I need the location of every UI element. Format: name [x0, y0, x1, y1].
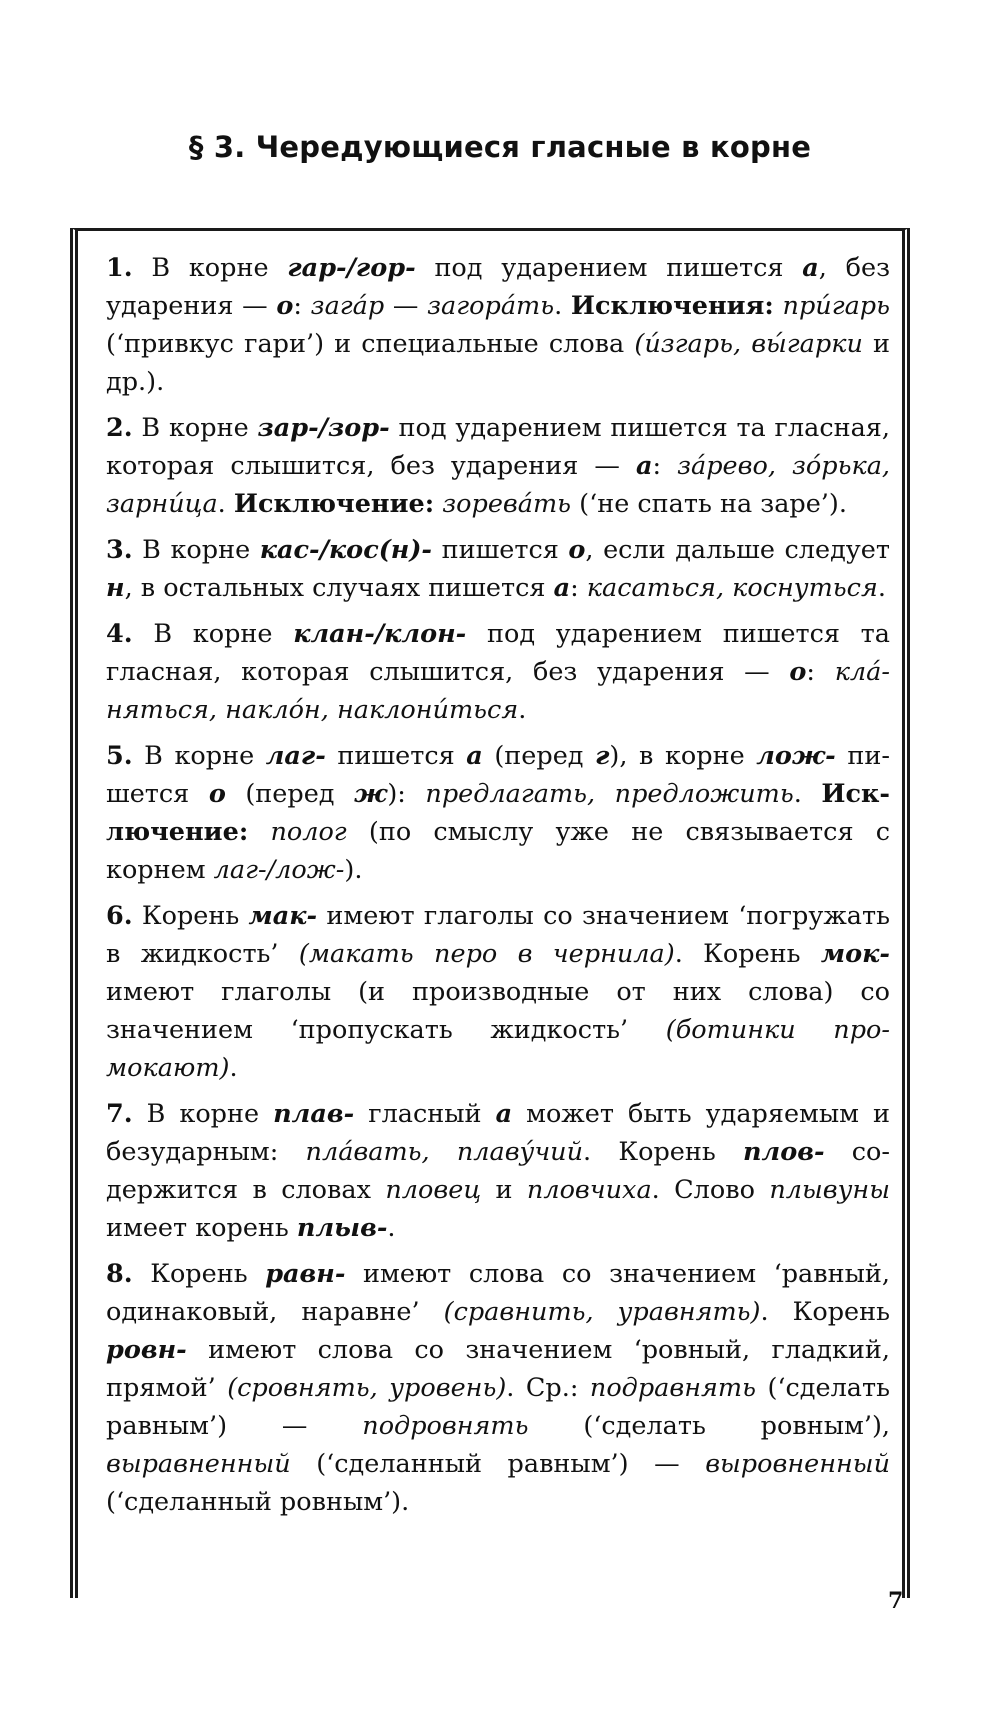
rule-text-segment: мок-: [820, 939, 891, 969]
rule-text-segment: пишется: [106, 741, 890, 809]
rule-text-segment: содержится в словах: [106, 1137, 891, 1205]
rule-text-segment: а: [553, 573, 571, 603]
rule-text-segment: мак-: [248, 901, 318, 931]
rule-text-segment: .: [518, 695, 527, 725]
rule-text-segment: ж: [354, 779, 388, 809]
rule-text-segment: В корне: [132, 619, 294, 649]
rule-text-segment: Исключения:: [570, 291, 774, 321]
rule-text-segment: выравненный: [106, 1449, 291, 1479]
rule-text-segment: пловчиха: [526, 1175, 652, 1205]
rule-text-segment: .: [387, 1213, 396, 1243]
page-number: 7: [888, 1588, 904, 1614]
rule-text-segment: выровненный: [705, 1449, 890, 1479]
rule-3: [106, 531, 890, 607]
rule-5: [106, 737, 890, 889]
rule-text-segment: (‘сделать ровным’),: [528, 1411, 890, 1441]
rule-text-segment: о: [568, 535, 586, 565]
page-title: § 3. Чередующиеся гласные в корне: [188, 130, 812, 164]
rule-text-segment: , в остальных случаях пишется: [124, 573, 554, 603]
rule-text-segment: (‘привкус гари’) и специальные слова: [106, 329, 635, 359]
rule-text-segment: (и́згарь, вы́гарки: [634, 329, 863, 359]
rule-text-segment: .: [229, 1053, 238, 1083]
rule-text-segment: ровн-: [106, 1335, 187, 1365]
rule-text-segment: плов-: [742, 1137, 825, 1167]
rule-text-segment: .: [877, 573, 886, 603]
rule-text-segment: и: [481, 1175, 527, 1205]
rule-text-segment: (по смыслу уже не связывается с корнем: [106, 817, 890, 885]
rule-text-segment: (сровнять, уровень): [227, 1373, 507, 1403]
rule-2: [106, 409, 890, 523]
rule-text-segment: плав-: [273, 1099, 355, 1129]
rule-text-segment: под ударением пишется та гласная, которая слышится, без ударения —: [106, 413, 890, 481]
rule-text-segment: . Корень: [674, 939, 821, 969]
rule-text-segment: :: [806, 657, 835, 687]
rule-text-segment: н: [106, 573, 125, 603]
rule-text-segment: (‘сделать равным’) —: [106, 1373, 890, 1441]
rule-text-segment: Корень: [132, 1259, 266, 1289]
rule-text-segment: имеют слова со значением ‘ровный, гладкий, прямой’: [106, 1335, 890, 1403]
rule-text-segment: касаться, коснуться: [586, 573, 878, 603]
rule-text-segment: В корне: [132, 741, 266, 771]
rule-text-segment: пишется: [432, 535, 569, 565]
rule-text-segment: имеют глаголы (и производные от них слова) со значением ‘пропускать жидкость’: [106, 977, 890, 1045]
rule-text-segment: имеют слова со значением ‘равный, одинаковый, наравне’: [106, 1259, 891, 1327]
rule-text-segment: о: [789, 657, 807, 687]
rule-text-segment: плыв-: [296, 1213, 388, 1243]
rule-text-segment: 4.: [106, 619, 133, 649]
rule-text-segment: .: [554, 291, 571, 321]
rule-text-segment: а: [635, 451, 653, 481]
rule-text-segment: .: [217, 489, 234, 519]
rule-text-segment: гласный: [354, 1099, 496, 1129]
rule-text-segment: 8.: [106, 1259, 133, 1289]
rule-7: [106, 1095, 890, 1247]
rule-text-segment: 5.: [106, 741, 133, 771]
rule-text-segment: имеют глаголы со значением ‘погружать в жидкость’: [106, 901, 890, 969]
rule-text-segment: В корне: [132, 535, 260, 565]
rule-text-segment: полог: [270, 817, 347, 847]
rule-text-segment: за́рево, зо́рька, зарни́ца: [106, 451, 891, 519]
rule-text-segment: , без ударения —: [106, 253, 890, 321]
rule-text-segment: В корне: [132, 1099, 274, 1129]
rule-text-segment: о: [276, 291, 294, 321]
rule-text-segment: кас-/кос(н)-: [259, 535, 433, 565]
rule-text-segment: а: [802, 253, 819, 283]
rule-text-segment: гар-/гор-: [287, 253, 416, 283]
rules-box: [70, 228, 910, 1598]
rule-6: [106, 897, 890, 1087]
rule-text-segment: Исключение:: [233, 489, 435, 519]
rule-text-segment: .: [793, 779, 822, 809]
rule-text-segment: [774, 291, 783, 321]
rule-text-segment: . Корень: [760, 1297, 891, 1327]
rule-text-segment: может быть ударяемым и безударным:: [106, 1099, 891, 1167]
rule-text-segment: (перед: [225, 779, 355, 809]
rule-text-segment: . Корень: [583, 1137, 743, 1167]
rule-text-segment: подравнять: [589, 1373, 756, 1403]
rule-text-segment: зар-/зор-: [257, 413, 390, 443]
rule-text-segment: ):: [387, 779, 426, 809]
rule-text-segment: пла́вать, плаву́чий: [305, 1137, 584, 1167]
rule-8: [106, 1255, 890, 1521]
rule-text-segment: лаг-/лож-: [213, 855, 345, 885]
rule-text-segment: под ударением пишется та гласная, которая слышится, без ударения —: [106, 619, 890, 687]
rule-text-segment: пловец: [385, 1175, 482, 1205]
rule-text-segment: зорева́ть: [442, 489, 572, 519]
rule-text-segment: а: [466, 741, 483, 771]
rule-text-segment: (сравнить, уравнять): [443, 1297, 761, 1327]
rule-4: [106, 615, 890, 729]
rule-text-segment: загора́ть: [427, 291, 555, 321]
rule-text-segment: (перед: [482, 741, 596, 771]
rule-text-segment: (‘сделанный равным’) —: [290, 1449, 706, 1479]
rule-text-segment: кла́няться, накло́н, наклони́ться: [106, 657, 890, 725]
rule-text-segment: 2.: [106, 413, 133, 443]
rule-text-segment: равн-: [265, 1259, 346, 1289]
rule-text-segment: Корень: [132, 901, 249, 931]
rule-text-segment: 3.: [106, 535, 133, 565]
rule-text-segment: :: [293, 291, 311, 321]
rule-text-segment: (‘сделанный ровным’).: [106, 1487, 410, 1517]
rule-text-segment: под ударением пишется: [415, 253, 803, 283]
rule-text-segment: о: [208, 779, 226, 809]
rule-text-segment: В корне: [132, 253, 288, 283]
rule-text-segment: :: [570, 573, 587, 603]
rule-text-segment: предлагать, предложить: [425, 779, 794, 809]
rule-text-segment: [248, 817, 270, 847]
rule-text-segment: 6.: [106, 901, 133, 931]
rule-text-segment: (‘не спать на заре’).: [571, 489, 847, 519]
rule-text-segment: :: [652, 451, 678, 481]
rule-text-segment: г: [595, 741, 610, 771]
rule-text-segment: ), в корне: [609, 741, 757, 771]
rule-1: [106, 249, 890, 401]
rule-text-segment: плывуны: [769, 1175, 890, 1205]
rule-text-segment: лаг-: [265, 741, 326, 771]
rule-text-segment: а: [495, 1099, 513, 1129]
rule-text-segment: Исключение:: [106, 779, 890, 847]
rule-text-segment: при́гарь: [782, 291, 890, 321]
rule-text-segment: зага́р: [310, 291, 385, 321]
rule-text-segment: (макать перо в чернила): [298, 939, 675, 969]
rule-text-segment: 1.: [106, 253, 133, 283]
rule-text-segment: имеет корень: [106, 1213, 297, 1243]
rule-text-segment: , если дальше следует: [585, 535, 890, 565]
rule-text-segment: 7.: [106, 1099, 133, 1129]
rule-text-segment: лож-: [756, 741, 836, 771]
rule-text-segment: В корне: [132, 413, 258, 443]
rule-text-segment: —: [384, 291, 428, 321]
rule-text-segment: (ботинки промокают): [106, 1015, 890, 1083]
rule-text-segment: . Слово: [651, 1175, 770, 1205]
rule-text-segment: . Ср.:: [506, 1373, 590, 1403]
rule-text-segment: подровнять: [362, 1411, 529, 1441]
rule-text-segment: и др.).: [106, 329, 891, 397]
rule-text-segment: пишется: [325, 741, 467, 771]
rule-text-segment: ).: [344, 855, 363, 885]
rule-text-segment: клан-/клон-: [293, 619, 467, 649]
